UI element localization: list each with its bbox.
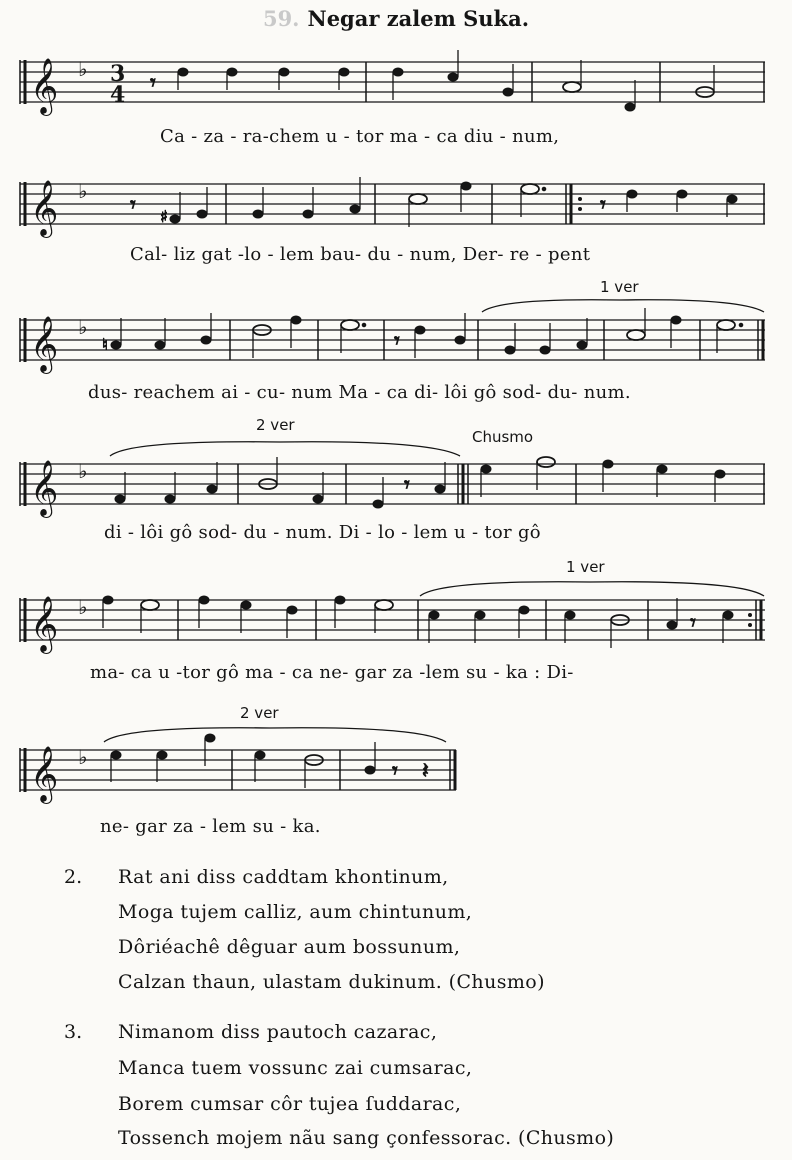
staff-lines — [20, 320, 765, 360]
svg-text:𝄾: 𝄾 — [392, 759, 398, 784]
staff-system-1 — [0, 50, 792, 150]
flat-icon: ♭ — [78, 315, 88, 339]
volta-label-3: 1 ver — [566, 558, 605, 576]
time-sig-bottom: 4 — [110, 82, 126, 108]
verse-line: Nimanom diss pautoch cazarac, — [118, 1021, 438, 1043]
svg-text:𝄾: 𝄾 — [690, 611, 696, 636]
staff-system-5 — [0, 558, 792, 688]
lyrics-line-2: Cal- liz gat -lo - lem bau- du - num, Der- re - pent — [130, 244, 591, 265]
volta-label-4: 2 ver — [240, 704, 279, 722]
svg-text:♮: ♮ — [102, 335, 108, 354]
staff-6 — [0, 702, 792, 812]
staff-system-4 — [0, 412, 792, 552]
staff-system-6 — [0, 702, 792, 842]
svg-text:𝄾: 𝄾 — [404, 473, 410, 498]
treble-clef-icon: 𝄞 — [30, 316, 59, 372]
treble-clef-icon: 𝄞 — [30, 58, 59, 114]
flat-icon: ♭ — [78, 459, 88, 483]
lyrics-line-3: dus- reachem ai - cu- num Ma - ca di- lôi gô sod- du- num. — [88, 382, 631, 403]
verse-line: Moga tujem calliz, aum chintunum, — [118, 901, 473, 923]
treble-clef-icon: 𝄞 — [30, 460, 59, 516]
lyrics-line-6: ne- gar za - lem su - ka. — [100, 816, 321, 837]
chorus-label: Chusmo — [472, 428, 534, 446]
flat-icon: ♭ — [78, 57, 88, 81]
staff-system-2 — [0, 172, 792, 272]
time-sig-top: 3 — [110, 61, 126, 87]
staff-4 — [0, 412, 792, 522]
volta-label-1: 1 ver — [600, 278, 639, 296]
staff-3 — [0, 278, 792, 388]
staff-system-3 — [0, 278, 792, 408]
svg-text:𝄽: 𝄽 — [422, 759, 429, 784]
song-number: 59. — [262, 6, 300, 31]
staff-2 — [0, 172, 792, 242]
verse-line: Dôriéachê dêguar aum bossunum, — [118, 936, 461, 958]
staff-1 — [0, 50, 792, 120]
svg-text:𝄾: 𝄾 — [600, 193, 606, 218]
svg-text:𝄾: 𝄾 — [394, 329, 400, 354]
svg-text:♯: ♯ — [160, 207, 168, 226]
flat-icon: ♭ — [78, 595, 88, 619]
svg-text:𝄾: 𝄾 — [150, 71, 156, 96]
song-title — [0, 6, 792, 31]
lyrics-line-5: ma- ca u -tor gô ma - ca ne- gar za -lem su - ka : Di- — [90, 662, 574, 683]
lyrics-line-1: Ca - za - ra-chem u - tor ma - ca diu - num, — [160, 126, 560, 147]
lyrics-line-4: di - lôi gô sod- du - num. Di - lo - lem u - tor gô — [104, 522, 541, 543]
staff-5 — [0, 558, 792, 668]
verse-line: Calzan thaun, ulastam dukinum. (Chusmo) — [118, 971, 545, 993]
verse-number: 3. — [64, 1021, 83, 1043]
verse-line: Manca tuem vossunc zai cumsarac, — [118, 1057, 473, 1079]
verse-line: Borem cumsar côr tujea ſuddarac, — [118, 1093, 462, 1115]
staff-lines — [20, 464, 765, 504]
volta-label-2: 2 ver — [256, 416, 295, 434]
treble-clef-icon: 𝄞 — [30, 746, 59, 802]
verse-line: Rat ani diss caddtam khontinum, — [118, 866, 449, 888]
svg-text:𝄾: 𝄾 — [130, 193, 136, 218]
notes — [115, 457, 725, 508]
treble-clef-icon: 𝄞 — [30, 596, 59, 652]
verse-number: 2. — [64, 866, 83, 888]
flat-icon: ♭ — [78, 745, 88, 769]
verse-line: Tossench mojem nãu sang çonfessorac. (Chusmo) — [118, 1127, 615, 1149]
song-title-text: Negar zalem Suka. — [307, 6, 530, 31]
flat-icon: ♭ — [78, 179, 88, 203]
treble-clef-icon: 𝄞 — [30, 180, 59, 236]
